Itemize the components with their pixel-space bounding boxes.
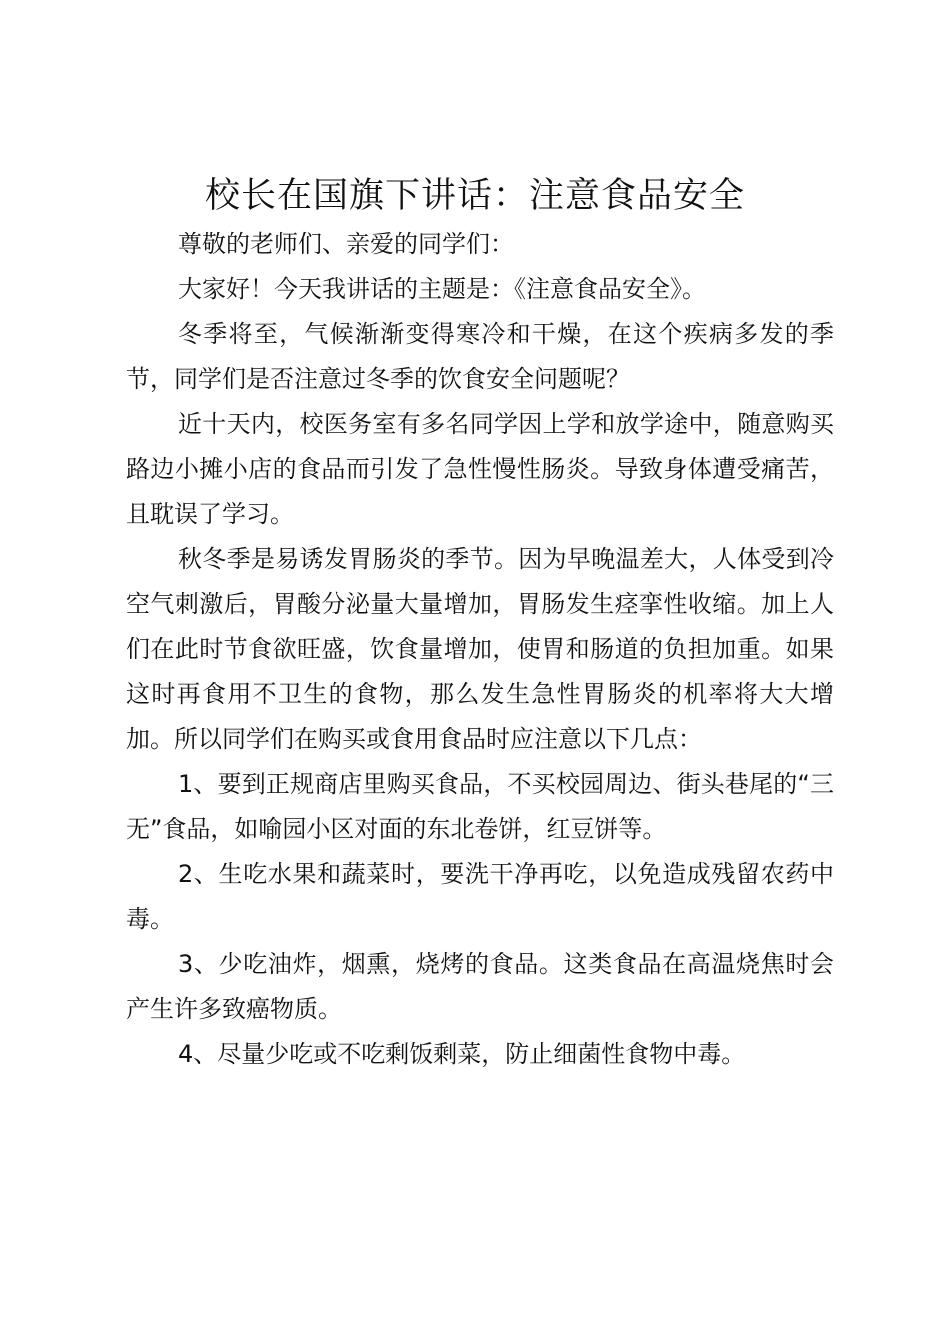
list-item-3: 3、少吃油炸，烟熏，烧烤的食品。这类食品在高温烧焦时会产生许多致癌物质。 xyxy=(126,950,834,1023)
list-item-2: 2、生吃水果和蔬菜时，要洗干净再吃，以免造成残留农药中毒。 xyxy=(126,860,834,933)
list-item-4: 4、尽量少吃或不吃剩饭剩菜，防止细菌性食物中毒。 xyxy=(178,1040,746,1068)
list-item-1: 1、要到正规商店里购买食品，不买校园周边、街头巷尾的“三无”食品，如喻园小区对面的东北卷饼，红豆饼等。 xyxy=(126,770,834,843)
document-body xyxy=(126,222,834,1077)
paragraph-clinic: 近十天内，校医务室有多名同学因上学和放学途中，随意购买路边小摊小店的食品而引发了急性慢性肠炎。导致身体遭受痛苦，且耽误了学习。 xyxy=(126,410,834,528)
document-title: 校长在国旗下讲话：注意食品安全 xyxy=(204,176,745,216)
salutation: 尊敬的老师们、亲爱的同学们： xyxy=(178,230,514,258)
greeting-paragraph: 大家好！今天我讲话的主题是：《注意食品安全》。 xyxy=(178,275,706,303)
paragraph-gastroenteritis: 秋冬季是易诱发胃肠炎的季节。因为早晚温差大，人体受到冷空气刺激后，胃酸分泌量大量增加，胃肠发生痉挛性收缩。加上人们在此时节食欲旺盛，饮食量增加，使胃和肠道的负担加重。如果这时再食用不卫生的食物，那么发生急性胃肠炎的机率将大大增加。所以同学们在购买或食用食品时应注意以下几点： xyxy=(126,545,834,753)
paragraph-winter: 冬季将至，气候渐渐变得寒冷和干燥，在这个疾病多发的季节，同学们是否注意过冬季的饮食安全问题呢？ xyxy=(126,320,834,393)
